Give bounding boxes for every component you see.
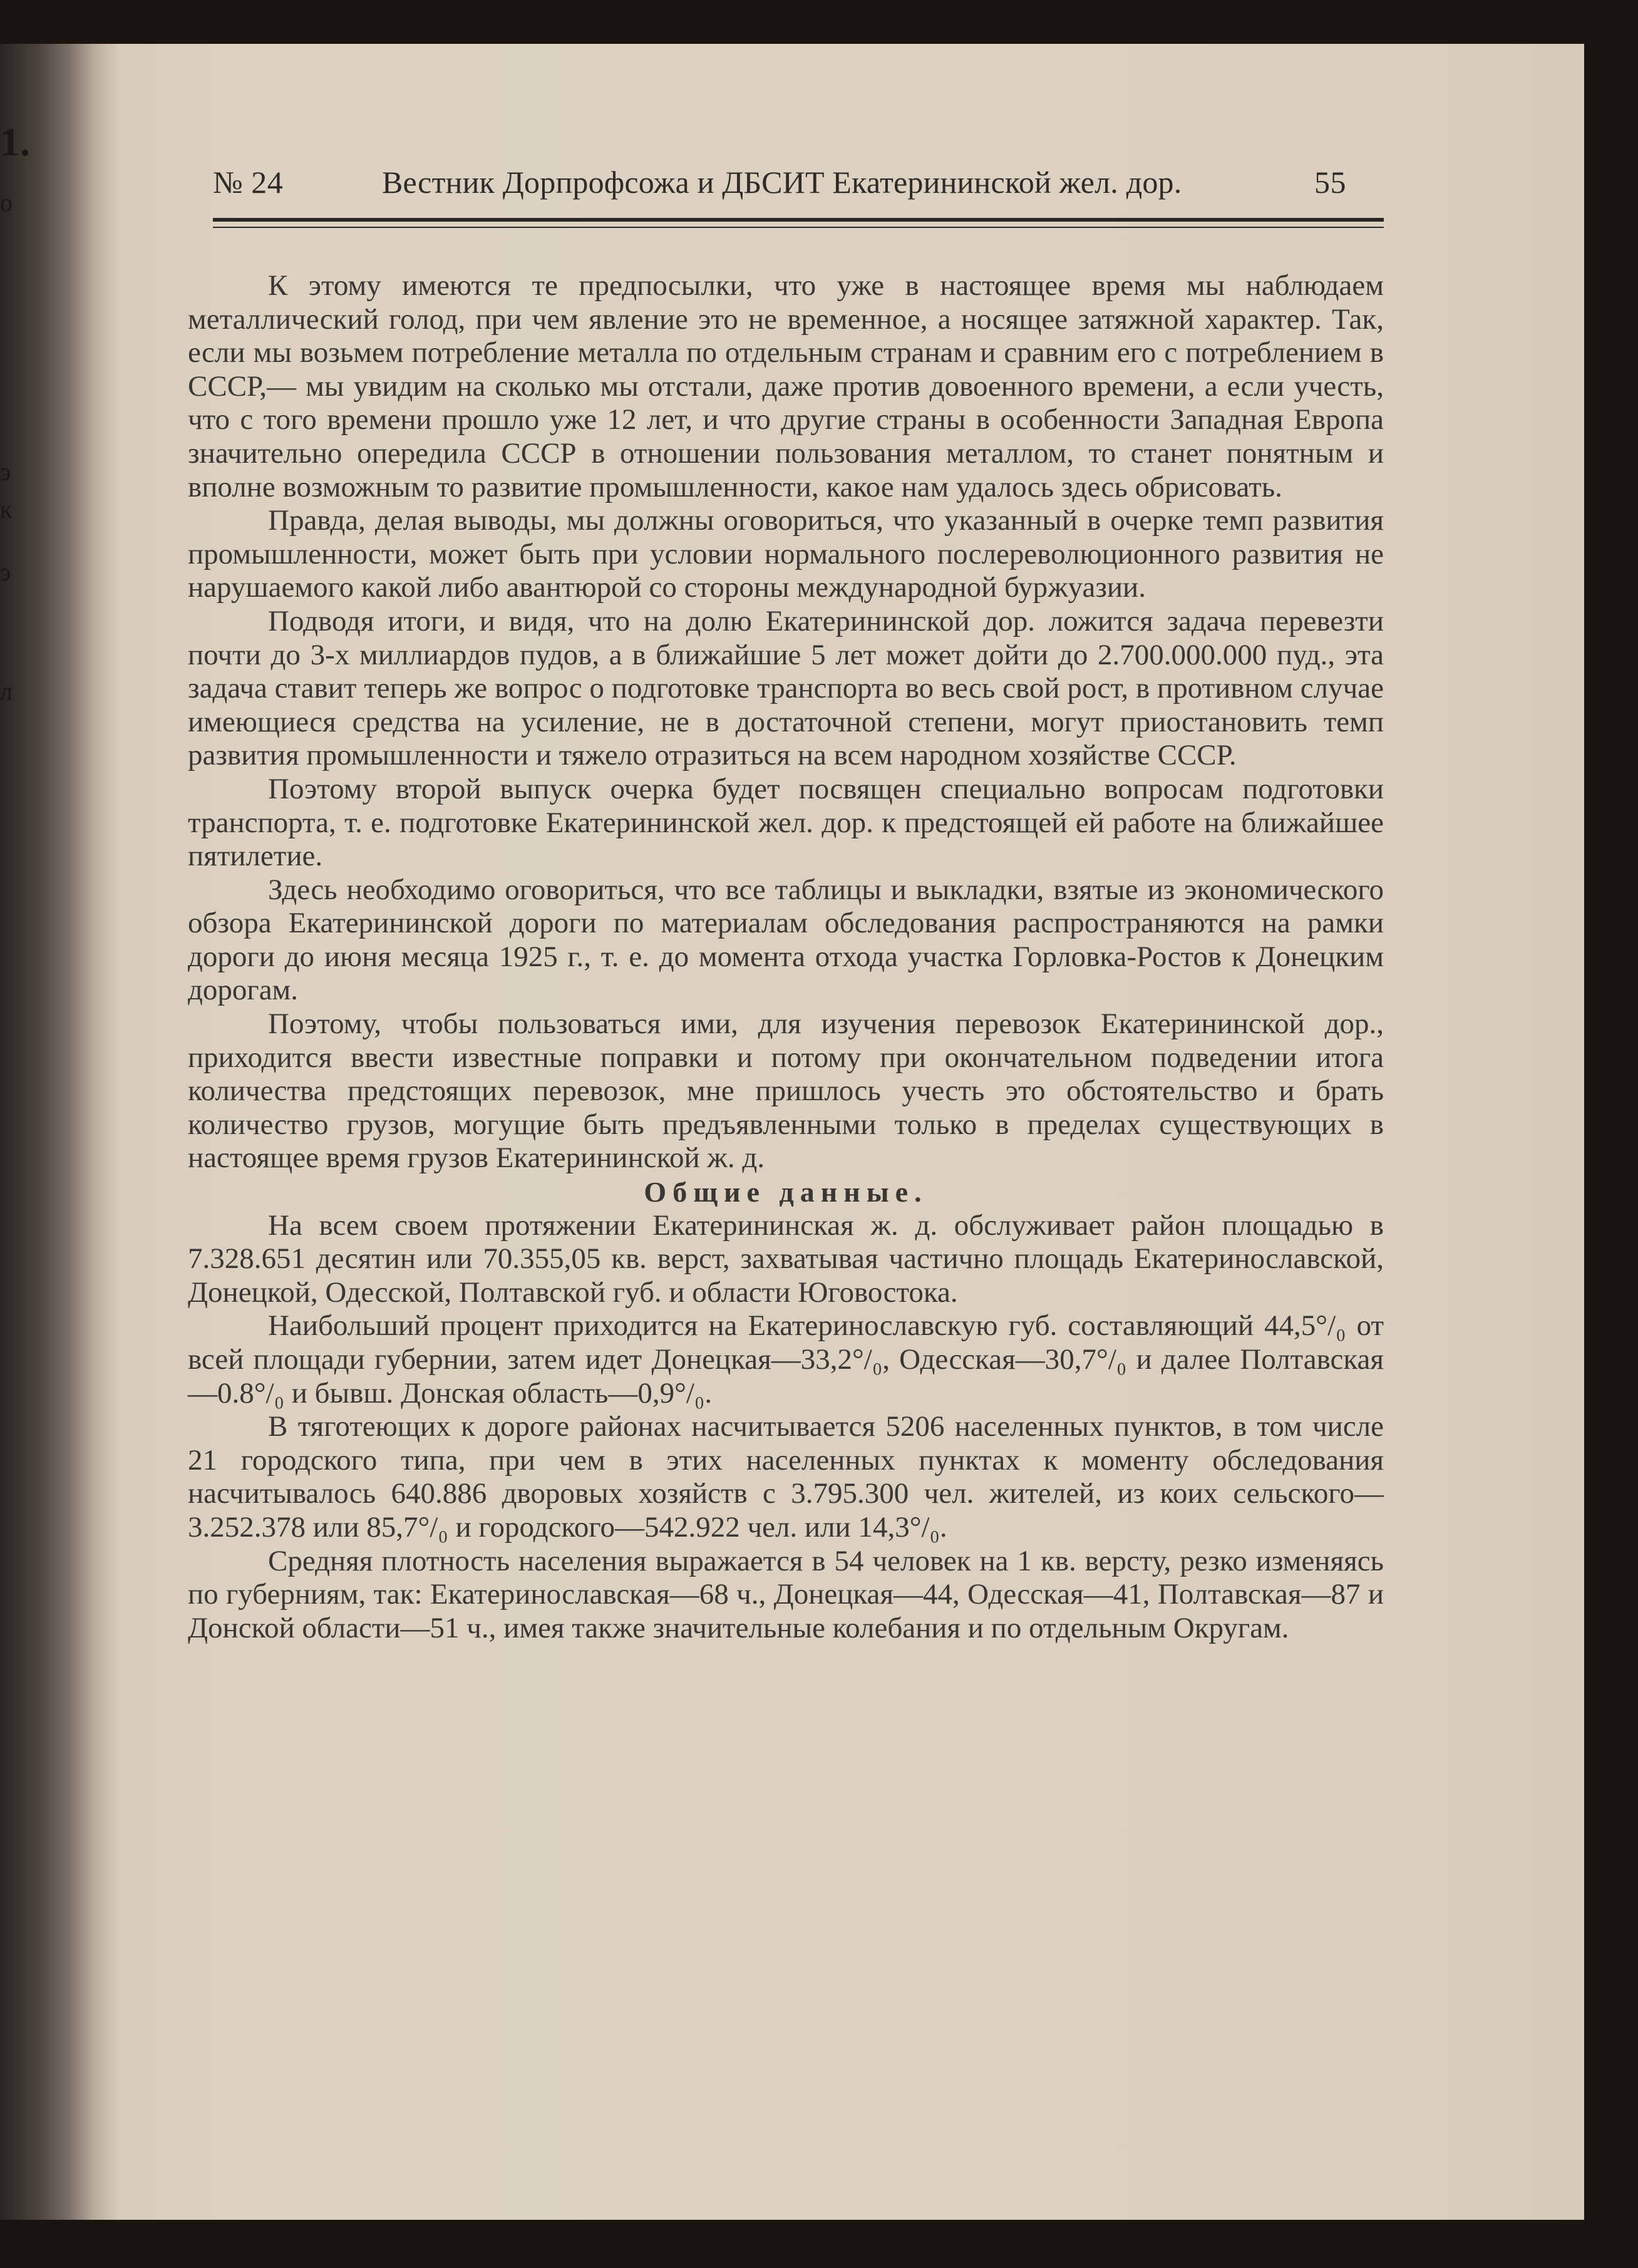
paragraph: В тяготеющих к дороге районах насчитывается 5206 населенных пунктов, в том числе 21 городского типа, при чем в этих населенных пунктах к моменту обследования насчитывалось 640.886 дворовых хозяйств с 3.795.300 чел. жителей, из коих сельского—3.252.378 или 85,7°/₀ и городского—542.922 чел. или 14,3°/₀. — [188, 1410, 1384, 1544]
journal-title: Вестник Дорпрофсожа и ДБСИТ Екатерининской жел. дор. — [382, 165, 1182, 200]
issue-number: № 24 — [213, 165, 284, 200]
body-text — [188, 269, 1384, 1645]
edge-fragment: 1. — [0, 120, 30, 164]
running-head — [188, 144, 1384, 207]
paragraph: Поэтому, чтобы пользоваться ими, для изучения перевозок Екатерининской дор., приходится ввести известные поправки и потому при окончательном подведении итога количества предстоящих перевозок, мне пришлось учесть это обстоятельство и брать количество грузов, могущие быть предъявленными только в пределах существующих в настоящее время грузов Екатерининской ж. д. — [188, 1008, 1384, 1175]
page-number: 55 — [1314, 165, 1346, 200]
scanned-page — [0, 44, 1584, 2220]
edge-fragment: э — [0, 458, 11, 486]
edge-fragment: э — [0, 558, 11, 586]
paragraph: Правда, делая выводы, мы должны оговориться, что указанный в очерке темп развития промышленности, может быть при условии нормального послереволюционного развития не нарушаемого какой либо авантюрой со стороны международной буржуазии. — [188, 504, 1384, 604]
edge-fragment: л — [0, 677, 13, 705]
edge-fragment: к — [0, 495, 13, 523]
header-rule-thin — [213, 227, 1384, 228]
header-rule-thick — [213, 218, 1384, 222]
paragraph: На всем своем протяжении Екатерининская ж. д. обслуживает район площадью в 7.328.651 десятин или 70.355,05 кв. верст, захватывая частично площадь Екатеринославской, Донецкой, Одесской, Полтавской губ. и области Юговостока. — [188, 1209, 1384, 1309]
paragraph: Здесь необходимо оговориться, что все таблицы и выкладки, взятые из экономического обзора Екатерининской дороги по материалам обследования распространяются на рамки дороги до июня месяца 1925 г., т. е. до момента отхода участка Горловка-Ростов к Донецким дорогам. — [188, 873, 1384, 1007]
paragraph: Наибольший процент приходится на Екатеринославскую губ. составляющий 44,5°/₀ от всей площади губернии, затем идет Донецкая—33,2°/₀, Одесская—30,7°/₀ и далее Полтавская—0.8°/₀ и бывш. Донская область—0,9°/₀. — [188, 1309, 1384, 1410]
binding-edge — [0, 44, 30, 2220]
paragraph: Поэтому второй выпуск очерка будет посвящен специально вопросам подготовки транспорта, т. е. подготовке Екатерининской жел. дор. к предстоящей ей работе на ближайшее пятилетие. — [188, 772, 1384, 873]
paragraph: К этому имеются те предпосылки, что уже в настоящее время мы наблюдаем металлический голод, при чем явление это не временное, а носящее затяжной характер. Так, если мы возьмем потребление металла по отдельным странам и сравним его с потреблением в СССР,— мы увидим на сколько мы отстали, даже против довоенного времени, а если учесть, что с того времени прошло уже 12 лет, и что другие страны в особенности Западная Европа значительно опередила СССР в отношении пользования металлом, то станет понятным и вполне возможным то развитие промышленности, какое нам удалось здесь обрисовать. — [188, 269, 1384, 503]
page-content — [188, 144, 1384, 2160]
edge-fragment: о — [0, 188, 13, 217]
section-heading: Общие данные. — [644, 1176, 928, 1209]
paragraph: Средняя плотность населения выражается в 54 человек на 1 кв. версту, резко изменяясь по губерниям, так: Екатеринославская—68 ч., Донецкая—44, Одесская—41, Полтавская—87 и Донской области—51 ч., имея также значительные колебания и по отдельным Округам. — [188, 1544, 1384, 1644]
paragraph: Подводя итоги, и видя, что на долю Екатерининской дор. ложится задача перевезти почти до 3-х миллиардов пудов, а в ближайшие 5 лет может дойти до 2.700.000.000 пуд., эта задача ставит теперь же вопрос о подготовке транспорта во весь свой рост, в противном случае имеющиеся средства на усиление, не в достаточной степени, могут приостановить темп развития промышленности и тяжело отразиться на всем народном хозяйстве СССР. — [188, 604, 1384, 772]
